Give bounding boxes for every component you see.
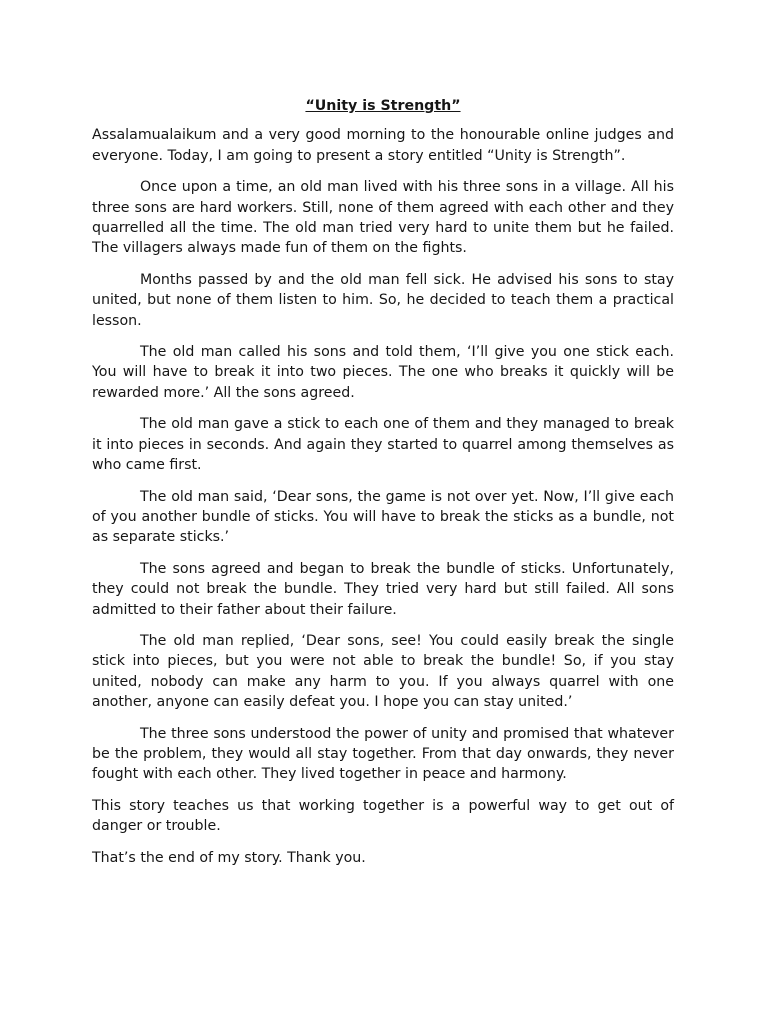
- paragraph-closing: That’s the end of my story. Thank you.: [92, 849, 366, 866]
- paragraph-bundle-offer: The old man said, ‘Dear sons, the game is not over yet. Now, I’ll give each of you another bundle of sticks. You will have to break the sticks as a bundle, not as separate sticks.’: [92, 488, 674, 546]
- paragraph-sons-united: The three sons understood the power of unity and promised that whatever be the problem, they would all stay together. From that day onwards, they never fought with each other. They lived together in peace and harmony.: [92, 725, 674, 783]
- paragraph-one-stick: The old man called his sons and told them, ‘I’ll give you one stick each. You will have to break it into two pieces. The one who breaks it quickly will be rewarded more.’ All the sons agreed.: [92, 344, 674, 401]
- paragraph-moral: This story teaches us that working together is a powerful way to get out of danger or trouble.: [92, 797, 674, 835]
- paragraph-father-lesson: The old man replied, ‘Dear sons, see! You could easily break the single stick into pieces, but you were not able to break the bundle! So, if you stay united, nobody can make any harm to you. If you always quarrel with one another, anyone can easily defeat you. I hope you can stay united.’: [92, 632, 674, 711]
- paragraph-greeting: Assalamualaikum and a very good morning to the honourable online judges and everyone. Today, I am going to present a story entitled “Unity is Strength”.: [92, 127, 674, 164]
- document-title: “Unity is Strength”: [305, 98, 461, 114]
- paragraph-father-sick: Months passed by and the old man fell sick. He advised his sons to stay united, but none of them listen to him. So, he decided to teach them a practical lesson.: [92, 271, 674, 329]
- paragraph-sticks-broken: The old man gave a stick to each one of them and they managed to break it into pieces in seconds. And again they started to quarrel among themselves as who came first.: [92, 416, 674, 474]
- document-page: [92, 96, 674, 879]
- paragraph-bundle-failure: The sons agreed and began to break the bundle of sticks. Unfortunately, they could not break the bundle. They tried very hard but still failed. All sons admitted to their father about their failure.: [92, 560, 674, 618]
- paragraph-story-intro: Once upon a time, an old man lived with his three sons in a village. All his three sons are hard workers. Still, none of them agreed with each other and they quarrelled all the time. The old man tried very hard to unite them but he failed. The villagers always made fun of them on the fights.: [92, 179, 674, 257]
